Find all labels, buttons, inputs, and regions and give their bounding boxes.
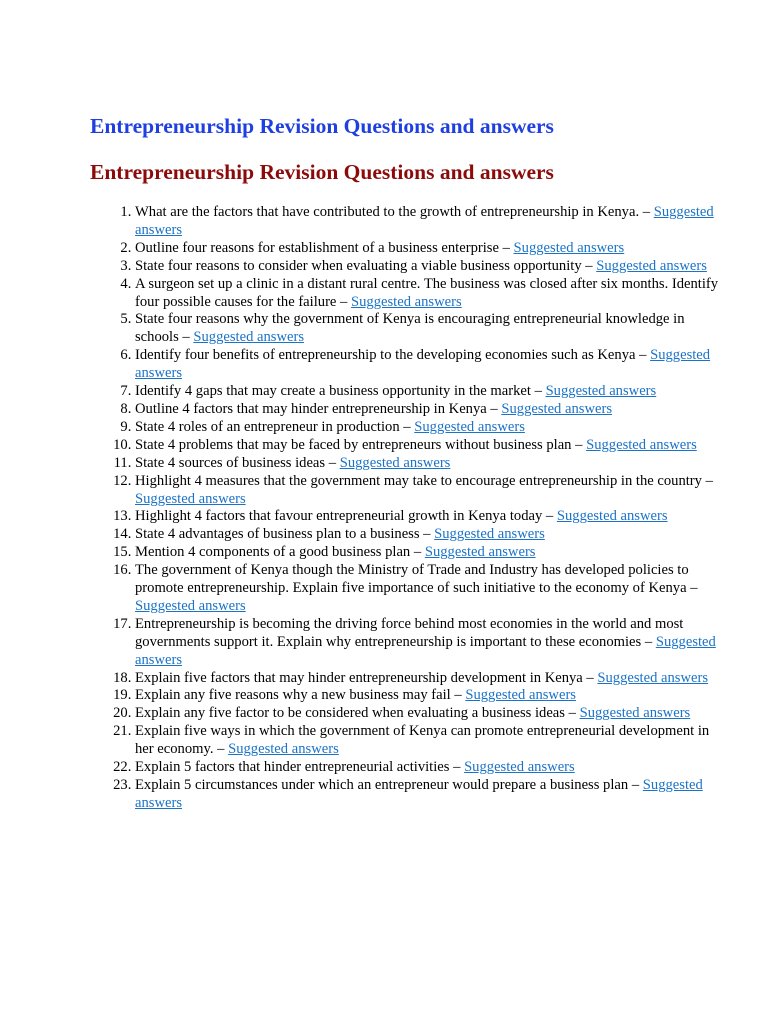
question-item bbox=[135, 616, 725, 670]
question-text: Highlight 4 measures that the government may take to encourage entrepreneurship in the country – bbox=[135, 472, 713, 489]
question-text: What are the factors that have contributed to the growth of entrepreneurship in Kenya. – bbox=[135, 204, 651, 220]
question-item bbox=[135, 526, 725, 544]
suggested-answers-link[interactable]: Suggested answers bbox=[414, 418, 525, 435]
question-text: State four reasons to consider when evaluating a viable business opportunity – bbox=[135, 257, 593, 274]
question-item bbox=[135, 437, 725, 455]
question-item bbox=[135, 687, 725, 705]
question-text: Explain any five reasons why a new business may fail – bbox=[135, 687, 462, 704]
question-text: Identify 4 gaps that may create a business opportunity in the market – bbox=[135, 383, 542, 400]
question-item bbox=[135, 419, 725, 437]
question-item bbox=[135, 383, 725, 401]
question-item bbox=[135, 347, 725, 383]
question-item bbox=[135, 705, 725, 723]
question-item bbox=[135, 508, 725, 526]
suggested-answers-link[interactable]: Suggested answers bbox=[135, 597, 246, 614]
question-list bbox=[90, 204, 725, 813]
suggested-answers-link[interactable]: Suggested answers bbox=[135, 490, 246, 507]
question-item bbox=[135, 777, 725, 813]
question-item bbox=[135, 204, 725, 240]
suggested-answers-link[interactable]: Suggested answers bbox=[228, 741, 339, 758]
suggested-answers-link[interactable]: Suggested answers bbox=[586, 436, 697, 453]
question-item bbox=[135, 455, 725, 473]
question-item bbox=[135, 401, 725, 419]
question-text: The government of Kenya though the Ministry of Trade and Industry has developed policies to promote entrepreneurship. Explain five importance of such initiative to the economy of Kenya – bbox=[135, 562, 698, 597]
question-item bbox=[135, 544, 725, 562]
suggested-answers-link[interactable]: Suggested answers bbox=[556, 508, 668, 525]
suggested-answers-link[interactable]: Suggested answers bbox=[596, 257, 707, 274]
suggested-answers-link[interactable]: Suggested answers bbox=[351, 293, 462, 310]
question-text: Identify four benefits of entrepreneurship to the developing economies such as Kenya – bbox=[135, 347, 647, 364]
page-title: Entrepreneurship Revision Questions and answers bbox=[90, 114, 554, 138]
question-text: State 4 advantages of business plan to a business – bbox=[135, 526, 431, 543]
suggested-answers-link[interactable]: Suggested answers bbox=[434, 526, 545, 543]
question-item bbox=[135, 473, 725, 509]
question-item bbox=[135, 759, 725, 777]
suggested-answers-link[interactable]: Suggested answers bbox=[501, 400, 613, 417]
question-item bbox=[135, 670, 725, 688]
question-text: Mention 4 components of a good business plan – bbox=[135, 544, 422, 561]
suggested-answers-link[interactable]: Suggested answers bbox=[465, 687, 576, 704]
question-text: State 4 problems that may be faced by entrepreneurs without business plan – bbox=[135, 436, 583, 453]
suggested-answers-link[interactable]: Suggested answers bbox=[135, 204, 714, 238]
suggested-answers-link[interactable]: Suggested answers bbox=[193, 329, 305, 346]
question-item bbox=[135, 276, 725, 312]
question-text: Explain five factors that may hinder entrepreneurship development in Kenya – bbox=[135, 669, 594, 686]
question-text: Highlight 4 factors that favour entrepreneurial growth in Kenya today – bbox=[135, 508, 554, 525]
question-text: Explain 5 circumstances under which an entrepreneur would prepare a business plan – bbox=[135, 777, 640, 793]
question-text: Outline 4 factors that may hinder entrepreneurship in Kenya – bbox=[135, 400, 498, 417]
question-item bbox=[135, 258, 725, 276]
question-item bbox=[135, 562, 725, 616]
question-text: A surgeon set up a clinic in a distant rural centre. The business was closed after six months. Identify four possible causes for the failure – bbox=[135, 275, 719, 310]
question-text: Outline four reasons for establishment of a business enterprise – bbox=[135, 239, 510, 256]
suggested-answers-link[interactable]: Suggested answers bbox=[135, 777, 703, 811]
suggested-answers-link[interactable]: Suggested answers bbox=[424, 544, 536, 561]
question-text: Explain five ways in which the government of Kenya can promote entrepreneurial development in her economy. – bbox=[135, 723, 710, 758]
question-text: Explain any five factor to be considered when evaluating a business ideas – bbox=[135, 705, 576, 722]
question-text: State four reasons why the government of Kenya is encouraging entrepreneurial knowledge in schools – bbox=[135, 311, 685, 346]
question-text: Explain 5 factors that hinder entrepreneurial activities – bbox=[135, 759, 461, 776]
suggested-answers-link[interactable]: Suggested answers bbox=[339, 454, 451, 471]
question-item bbox=[135, 723, 725, 759]
suggested-answers-link[interactable]: Suggested answers bbox=[545, 383, 657, 400]
suggested-answers-link[interactable]: Suggested answers bbox=[135, 633, 716, 668]
suggested-answers-link[interactable]: Suggested answers bbox=[464, 759, 575, 776]
question-item bbox=[135, 240, 725, 258]
suggested-answers-link[interactable]: Suggested answers bbox=[513, 239, 625, 256]
question-text: State 4 sources of business ideas – bbox=[135, 454, 337, 471]
suggested-answers-link[interactable]: Suggested answers bbox=[135, 347, 711, 382]
question-item bbox=[135, 311, 725, 347]
question-text: Entrepreneurship is becoming the driving force behind most economies in the world and most governments support it. Explain why entrepreneurship is important to these economies – bbox=[135, 615, 684, 650]
question-text: State 4 roles of an entrepreneur in production – bbox=[135, 418, 411, 435]
suggested-answers-link[interactable]: Suggested answers bbox=[579, 705, 691, 722]
suggested-answers-link[interactable]: Suggested answers bbox=[597, 669, 709, 686]
section-heading: Entrepreneurship Revision Questions and answers bbox=[90, 160, 554, 184]
